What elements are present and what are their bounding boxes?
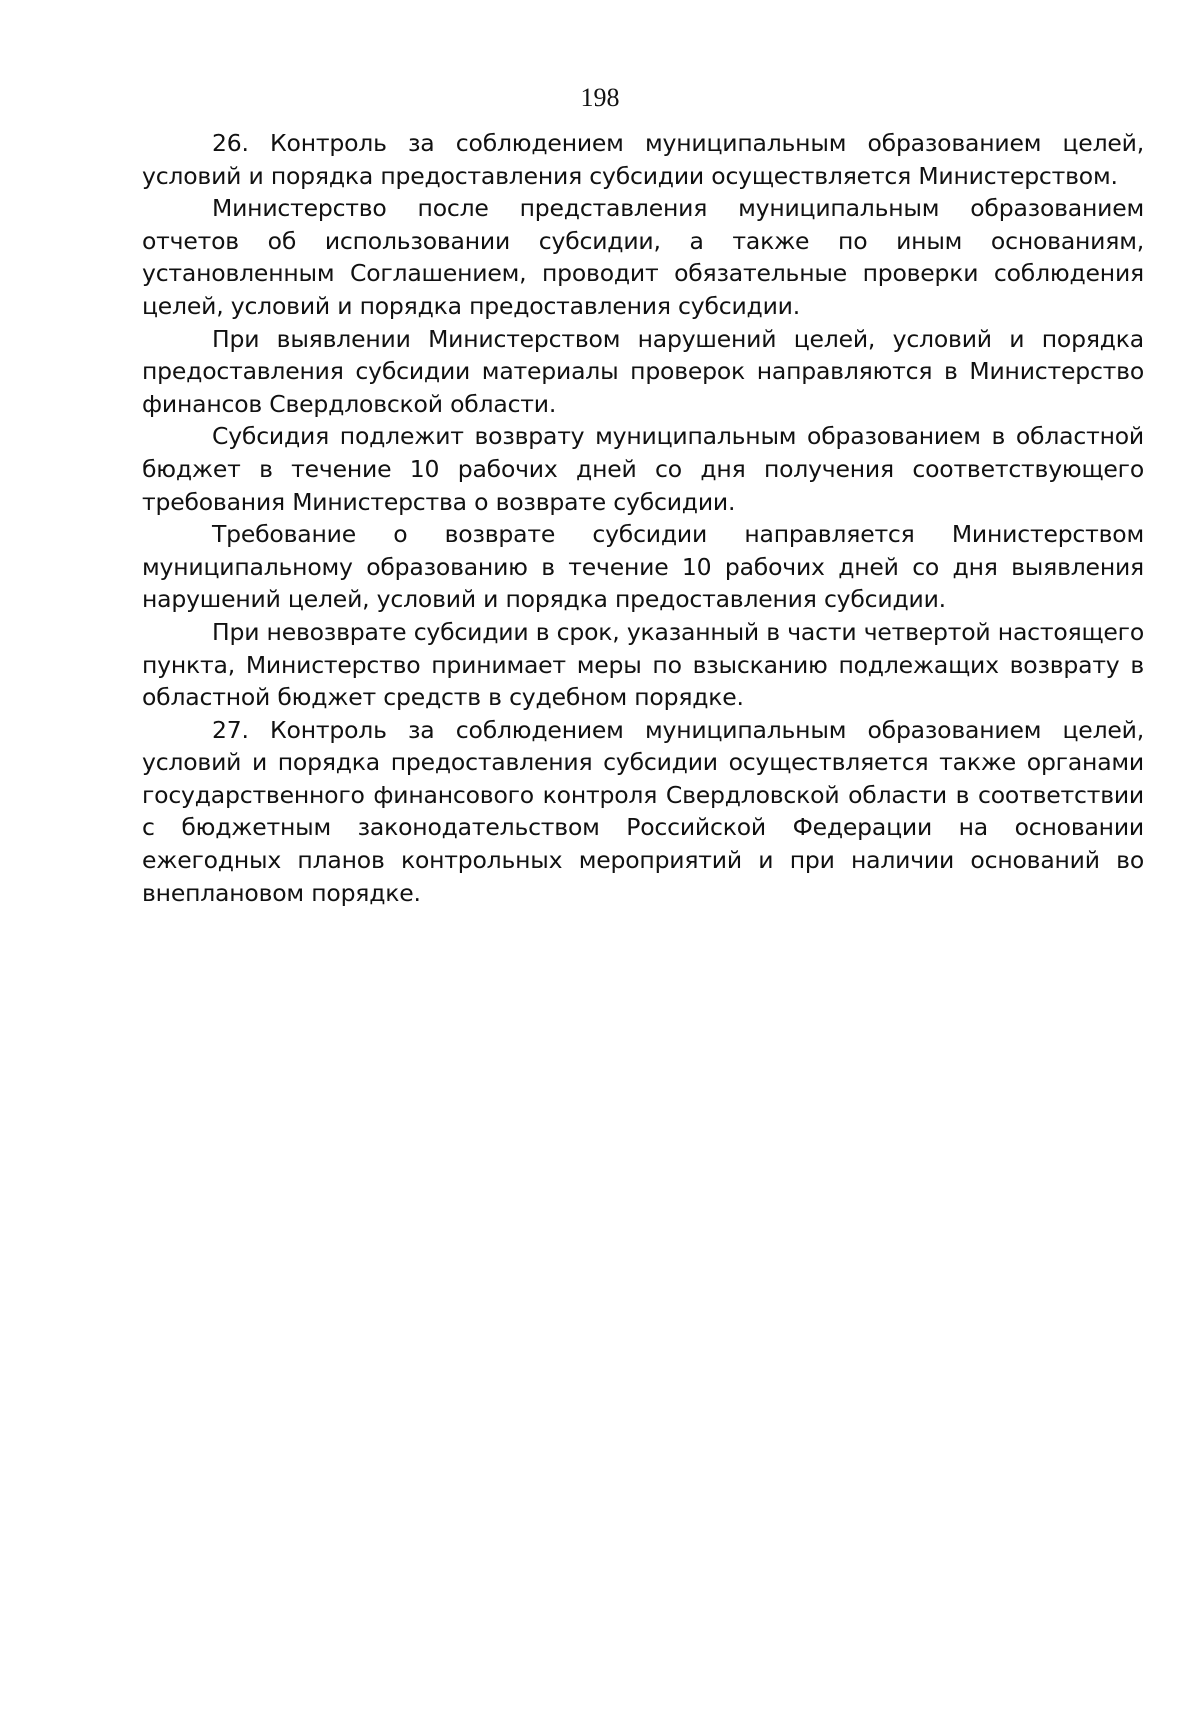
paragraph-non-return: При невозврате субсидии в срок, указанный в части четвертой настоящего пункта, Министерство принимает меры по взысканию подлежащих возврату в областной бюджет средств в судебном порядке. <box>142 617 1144 712</box>
paragraph-subsidy-return: Субсидия подлежит возврату муниципальным образованием в областной бюджет в течение 10 рабочих дней со дня получения соответствующего требования Министерства о возврате субсидии. <box>142 422 1144 516</box>
paragraph-violations-detected: При выявлении Министерством нарушений целей, условий и порядка предоставления субсидии материалы проверок направляются в Министерство финансов Свердловской области. <box>142 324 1144 418</box>
paragraph-27-financial-control: 27. Контроль за соблюдением муниципальным образованием целей, условий и порядка предоставления субсидии осуществляется также органами государственного финансового контроля Свердловской области в соответствии с бюджетным законодательством Российской Федерации на основании ежегодных планов контрольных мероприятий и при наличии оснований во внеплановом порядке. <box>142 715 1144 907</box>
paragraph-return-requirement: Требование о возврате субсидии направляется Министерством муниципальному образованию в течение 10 рабочих дней со дня выявления нарушений целей, условий и порядка предоставления субсидии. <box>142 520 1144 614</box>
paragraph-ministry-checks: Министерство после представления муниципальным образованием отчетов об использовании субсидии, а также по иным основаниям, установленным Соглашением, проводит обязательные проверки соблюдения целей, условий и порядка предоставления субсидии. <box>142 194 1144 320</box>
document-body <box>142 127 1144 909</box>
paragraph-26-control: 26. Контроль за соблюдением муниципальным образованием целей, условий и порядка предоставления субсидии осуществляется Министерством. <box>142 129 1144 190</box>
page-number: 198 <box>580 83 620 112</box>
